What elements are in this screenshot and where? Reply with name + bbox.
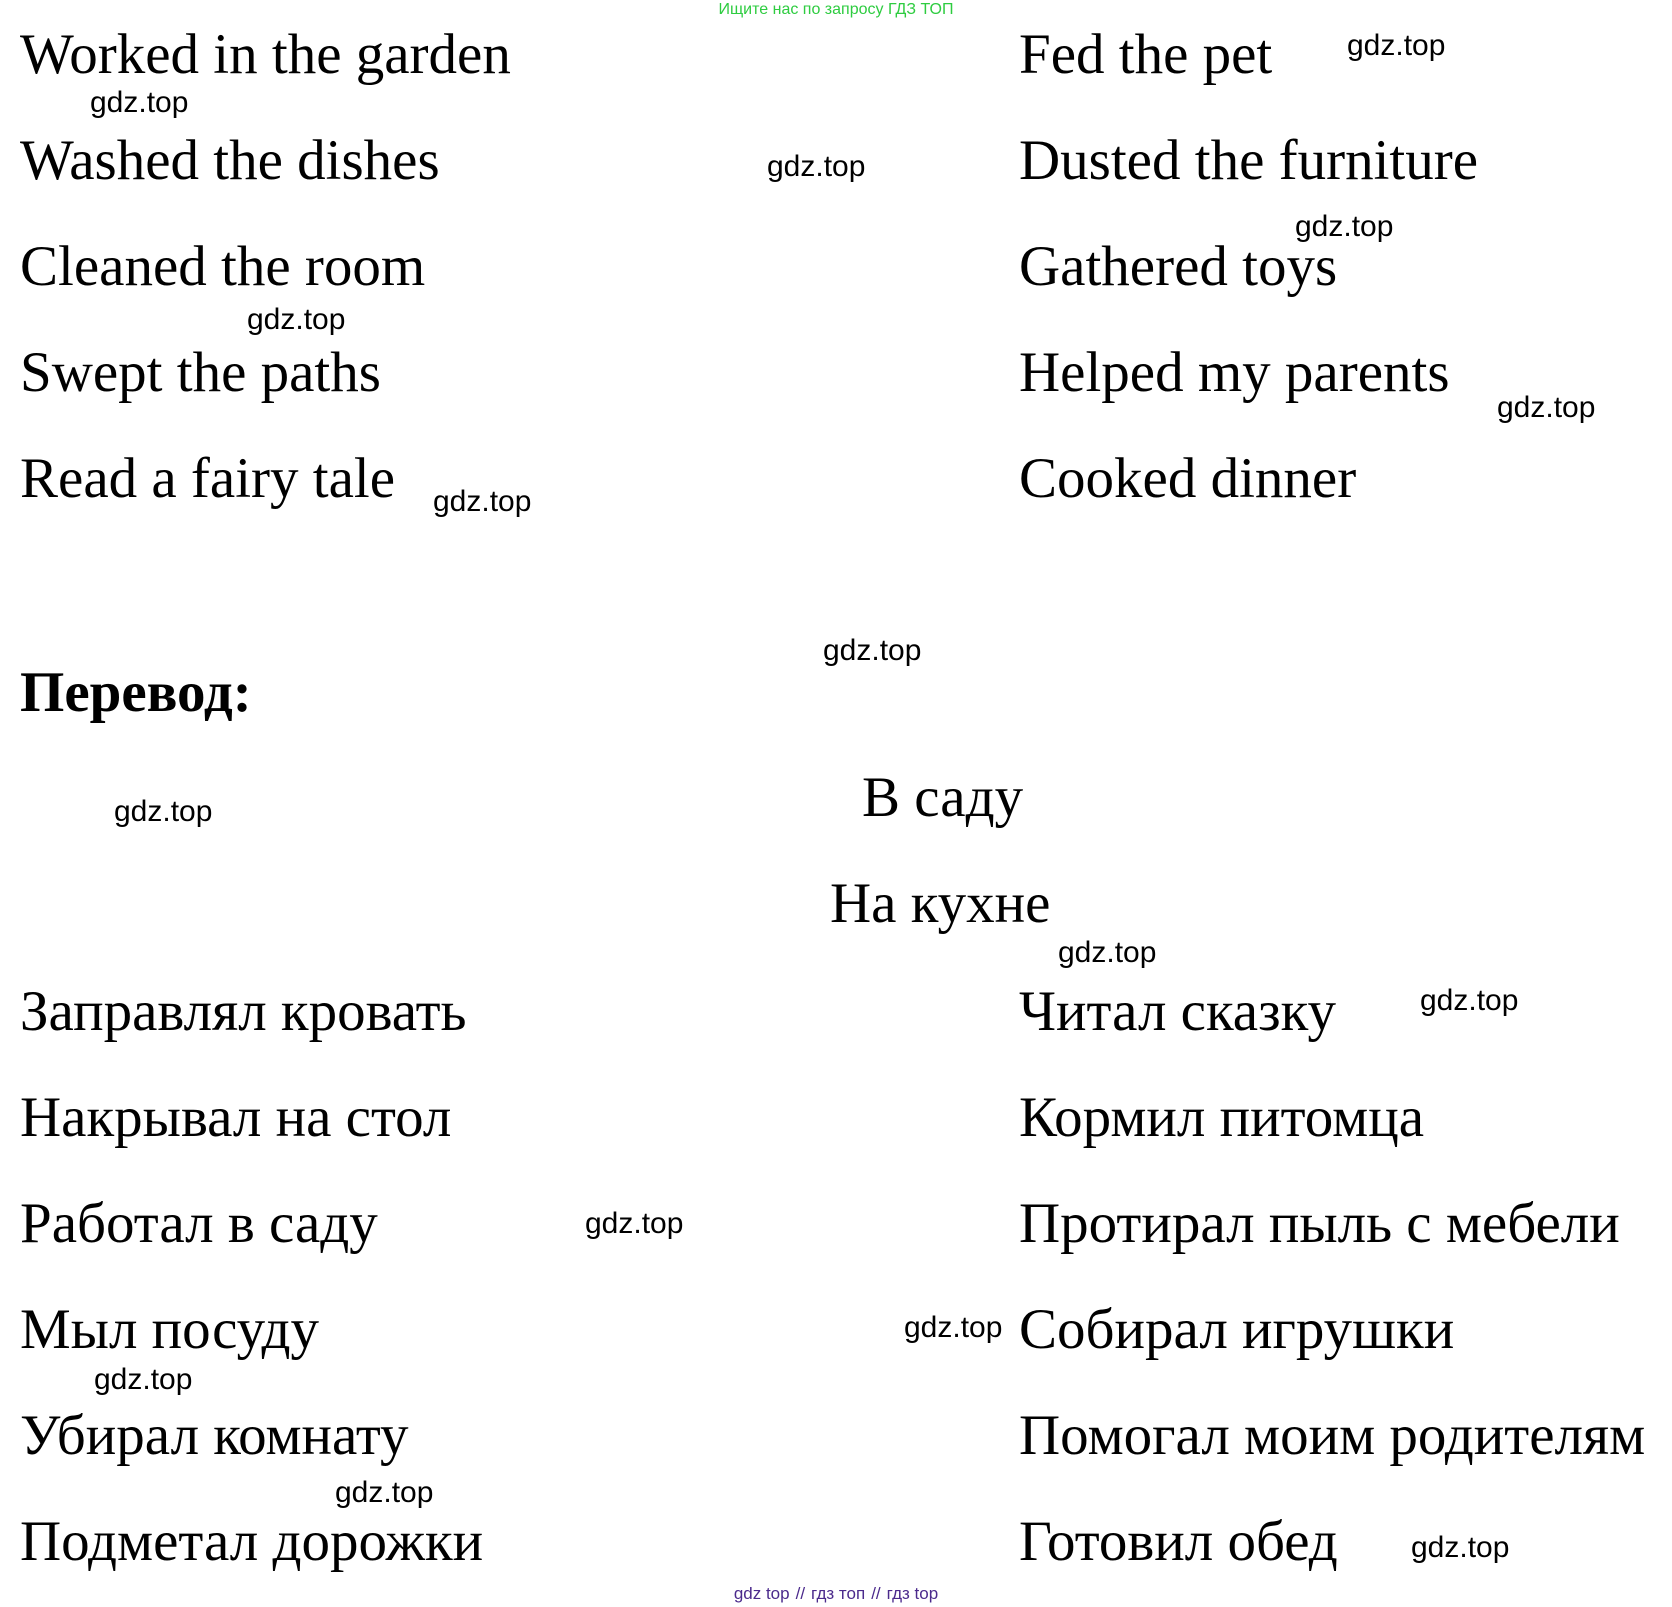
translation-heading: Перевод: xyxy=(20,661,252,724)
watermark: gdz.top xyxy=(1411,1531,1510,1564)
section-title: В саду xyxy=(862,766,1024,829)
watermark: gdz.top xyxy=(90,86,189,119)
english-phrase-left: Washed the dishes xyxy=(20,129,440,192)
english-phrase-left: Read a fairy tale xyxy=(20,447,396,510)
footer-separator: // xyxy=(871,1584,881,1603)
english-phrase-right: Helped my parents xyxy=(1019,341,1450,404)
russian-phrase-left: Подметал дорожки xyxy=(20,1510,484,1573)
watermark: gdz.top xyxy=(1295,210,1394,243)
watermark: gdz.top xyxy=(904,1311,1003,1344)
footer xyxy=(0,1584,1672,1604)
watermark: gdz.top xyxy=(335,1476,434,1509)
russian-phrase-right: Читал сказку xyxy=(1019,980,1336,1043)
watermark: gdz.top xyxy=(1347,29,1446,62)
english-phrase-right: Fed the pet xyxy=(1019,23,1273,86)
russian-phrase-right: Готовил обед xyxy=(1019,1510,1338,1573)
footer-link[interactable]: гдз топ xyxy=(811,1584,866,1603)
english-phrase-right: Dusted the furniture xyxy=(1019,129,1479,192)
english-phrase-left: Swept the paths xyxy=(20,341,381,404)
footer-separator: // xyxy=(795,1584,806,1603)
watermark: gdz.top xyxy=(1420,984,1519,1017)
english-phrase-left: Cleaned the room xyxy=(20,235,426,298)
watermark: gdz.top xyxy=(114,795,213,828)
footer-link[interactable]: gdz top xyxy=(733,1584,790,1603)
russian-phrase-left: Убирал комнату xyxy=(20,1404,409,1467)
russian-phrase-left: Мыл посуду xyxy=(20,1298,320,1361)
watermark: gdz.top xyxy=(1058,936,1157,969)
russian-phrase-right: Помогал моим родителям xyxy=(1019,1404,1646,1467)
watermark: gdz.top xyxy=(823,634,922,667)
russian-phrase-right: Протирал пыль с мебели xyxy=(1019,1192,1620,1255)
english-phrase-right: Cooked dinner xyxy=(1019,447,1357,510)
watermark: gdz.top xyxy=(247,303,346,336)
footer-link[interactable]: гдз top xyxy=(886,1584,939,1603)
russian-phrase-left: Работал в саду xyxy=(20,1192,378,1255)
watermark: gdz.top xyxy=(94,1363,193,1396)
header-note: Ищите нас по запросу ГДЗ ТОП xyxy=(718,1,954,18)
watermark: gdz.top xyxy=(1497,391,1596,424)
watermark: gdz.top xyxy=(433,485,532,518)
russian-phrase-right: Кормил питомца xyxy=(1019,1086,1425,1149)
watermark: gdz.top xyxy=(767,150,866,183)
russian-phrase-left: Заправлял кровать xyxy=(20,980,467,1043)
section-title: На кухне xyxy=(830,872,1051,935)
english-phrase-right: Gathered toys xyxy=(1019,235,1338,298)
russian-phrase-right: Собирал игрушки xyxy=(1019,1298,1455,1361)
english-phrase-left: Worked in the garden xyxy=(20,23,511,86)
watermark: gdz.top xyxy=(585,1207,684,1240)
russian-phrase-left: Накрывал на стол xyxy=(20,1086,452,1149)
